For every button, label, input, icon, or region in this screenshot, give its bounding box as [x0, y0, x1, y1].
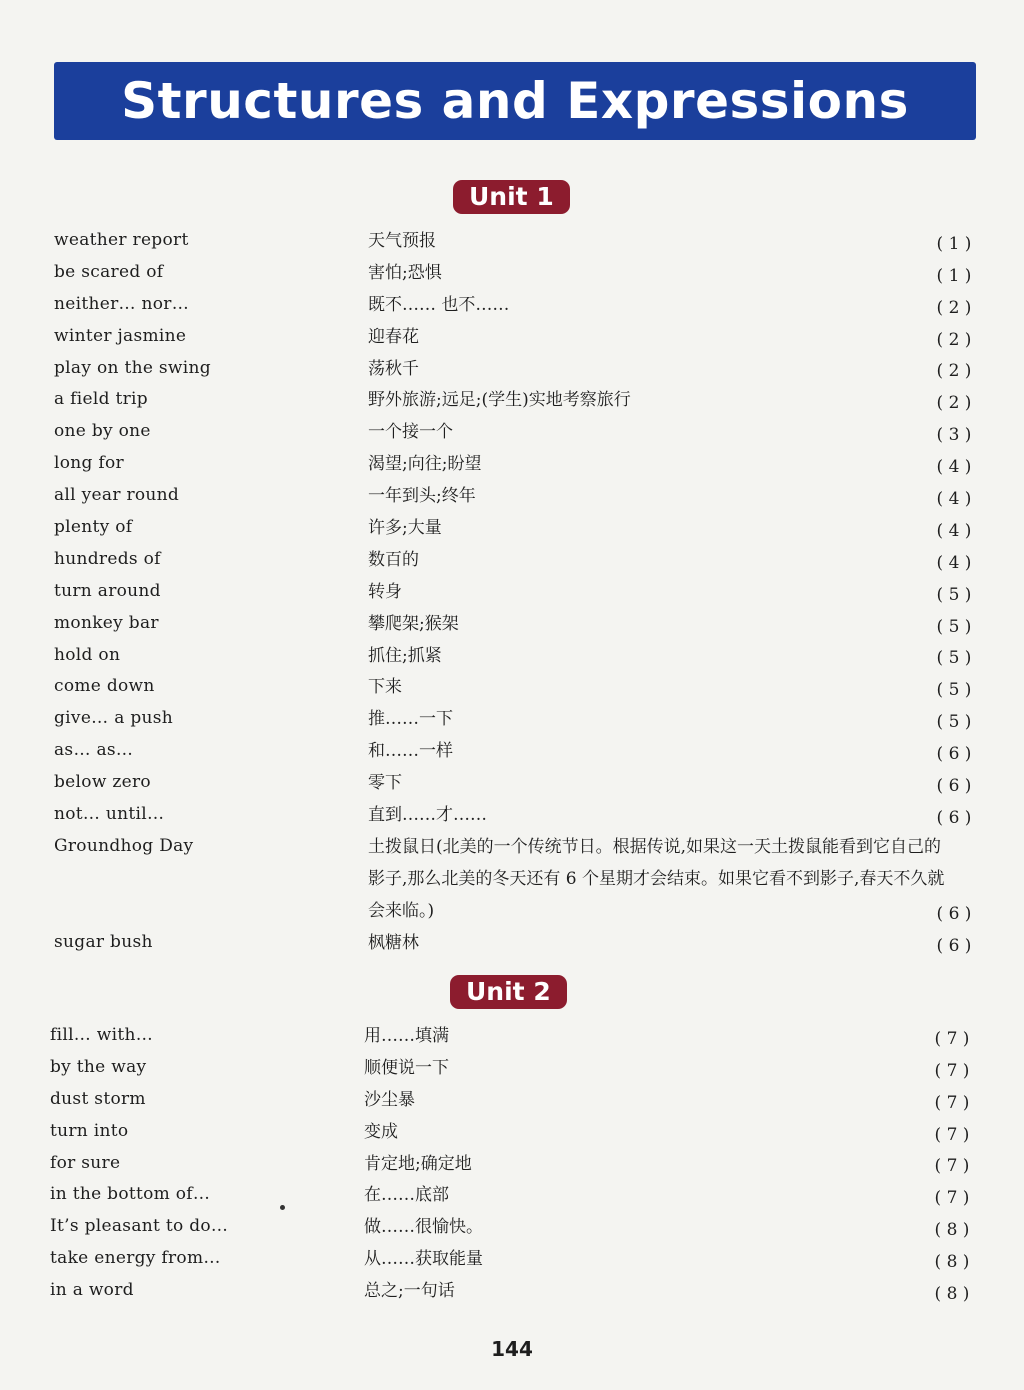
english-phrase: long for — [54, 453, 124, 474]
page-reference: ( 7 ) — [934, 1188, 970, 1209]
chinese-meaning: 一年到头;终年 — [368, 486, 476, 507]
english-phrase: not… until… — [54, 804, 165, 825]
page-reference: ( 4 ) — [936, 552, 972, 573]
page-reference: ( 7 ) — [934, 1060, 970, 1081]
chinese-meaning: 既不…… 也不…… — [368, 294, 510, 315]
page-reference: ( 2 ) — [936, 361, 972, 382]
vocab-entry — [0, 226, 1024, 258]
vocab-entry — [0, 1180, 1024, 1212]
chinese-meaning: 从……获取能量 — [364, 1249, 483, 1270]
page-reference: ( 3 ) — [936, 425, 972, 446]
vocab-entry — [0, 481, 1024, 513]
english-phrase: as… as… — [54, 740, 134, 761]
english-phrase: dust storm — [50, 1088, 146, 1109]
english-phrase: come down — [54, 676, 155, 697]
chinese-meaning: 变成 — [364, 1121, 398, 1142]
english-phrase: a field trip — [54, 389, 148, 410]
page-reference: ( 4 ) — [936, 520, 972, 541]
vocab-entry — [0, 417, 1024, 449]
chinese-meaning: 和……一样 — [368, 741, 453, 762]
page-reference: ( 1 ) — [936, 265, 972, 286]
english-phrase: give… a push — [54, 708, 174, 729]
page-reference: ( 5 ) — [936, 680, 972, 701]
page-reference: ( 6 ) — [936, 903, 972, 924]
chinese-meaning: 攀爬架;猴架 — [368, 613, 459, 634]
english-phrase: by the way — [50, 1056, 147, 1077]
vocab-entry — [0, 641, 1024, 673]
chinese-meaning: 推……一下 — [368, 709, 453, 730]
vocab-entry — [0, 800, 1024, 832]
english-phrase: hundreds of — [54, 548, 161, 569]
english-phrase: for sure — [50, 1152, 121, 1173]
page-reference: ( 6 ) — [936, 744, 972, 765]
chinese-meaning: 直到……才…… — [368, 805, 487, 826]
chinese-meaning: 许多;大量 — [368, 518, 442, 539]
vocab-entry — [0, 1053, 1024, 1085]
unit-2-heading: Unit 2 — [450, 975, 567, 1009]
chinese-meaning: 抓住;抓紧 — [368, 645, 442, 666]
chinese-meaning: 土拨鼠日(北美的一个传统节日。根据传说,如果这一天土拨鼠能看到它自己的影子,那么北美的冬天还有 6 个星期才会结束。如果它看不到影子,春天不久就会来临。) — [368, 836, 945, 921]
chinese-meaning: 肯定地;确定地 — [364, 1153, 472, 1174]
english-phrase: turn into — [50, 1120, 129, 1141]
english-phrase: It’s pleasant to do… — [50, 1216, 229, 1237]
page-reference: ( 5 ) — [936, 616, 972, 637]
english-phrase: be scared of — [54, 261, 164, 282]
page-reference: ( 6 ) — [936, 807, 972, 828]
chinese-meaning: 在……底部 — [364, 1185, 449, 1206]
page-reference: ( 7 ) — [934, 1124, 970, 1145]
page-reference: ( 5 ) — [936, 584, 972, 605]
english-phrase: monkey bar — [54, 612, 159, 633]
page-reference: ( 7 ) — [934, 1092, 970, 1113]
english-phrase: turn around — [54, 580, 161, 601]
chinese-meaning: 荡秋千 — [368, 358, 419, 379]
page-reference: ( 1 ) — [936, 233, 972, 254]
chinese-meaning: 天气预报 — [368, 231, 436, 251]
vocab-entry — [0, 354, 1024, 386]
title-banner — [54, 62, 976, 140]
chinese-meaning: 零下 — [368, 773, 402, 794]
chinese-meaning: 渴望;向往;盼望 — [368, 454, 482, 475]
chinese-meaning: 做……很愉快。 — [364, 1217, 483, 1238]
english-phrase: Groundhog Day — [54, 835, 194, 856]
page-reference: ( 8 ) — [934, 1220, 970, 1241]
page-reference: ( 5 ) — [936, 712, 972, 733]
vocab-entry — [0, 609, 1024, 641]
page-reference: ( 6 ) — [936, 776, 972, 797]
page-reference: ( 2 ) — [936, 329, 972, 350]
vocab-entry — [0, 258, 1024, 290]
vocab-entry — [0, 290, 1024, 322]
page-title: Structures and Expressions — [121, 72, 909, 130]
vocab-entry — [0, 577, 1024, 609]
chinese-meaning: 一个接一个 — [368, 422, 453, 443]
chinese-meaning: 下来 — [368, 677, 402, 698]
vocab-entry — [0, 736, 1024, 768]
page-reference: ( 8 ) — [934, 1284, 970, 1305]
unit-2-vocab-list — [0, 1021, 1024, 1308]
english-phrase: in a word — [50, 1280, 134, 1301]
chinese-meaning: 害怕;恐惧 — [368, 262, 442, 283]
page-reference: ( 7 ) — [934, 1156, 970, 1177]
vocab-entry — [0, 1117, 1024, 1149]
page-number: 144 — [491, 1337, 533, 1361]
english-phrase: one by one — [54, 421, 151, 442]
unit-1-heading: Unit 1 — [453, 180, 570, 214]
page-reference: ( 5 ) — [936, 648, 972, 669]
chinese-meaning: 总之;一句话 — [364, 1281, 455, 1302]
english-phrase: winter jasmine — [54, 325, 187, 346]
chinese-meaning: 沙尘暴 — [364, 1089, 415, 1110]
vocab-entry — [0, 1021, 1024, 1053]
vocab-entry — [0, 449, 1024, 481]
vocab-entry — [0, 385, 1024, 417]
vocab-entry — [0, 1085, 1024, 1117]
chinese-meaning: 迎春花 — [368, 326, 419, 347]
vocab-entry — [0, 672, 1024, 704]
page-reference: ( 4 ) — [936, 457, 972, 478]
english-phrase: all year round — [54, 485, 180, 506]
page-reference: ( 2 ) — [936, 297, 972, 318]
vocab-entry — [0, 513, 1024, 545]
english-phrase: sugar bush — [54, 931, 153, 952]
vocab-entry — [0, 768, 1024, 800]
english-phrase: below zero — [54, 772, 151, 793]
english-phrase: hold on — [54, 644, 121, 665]
page-reference: ( 2 ) — [936, 393, 972, 414]
english-phrase: plenty of — [54, 517, 133, 538]
english-phrase: fill… with… — [50, 1025, 154, 1045]
english-phrase: weather report — [54, 230, 189, 250]
english-phrase: play on the swing — [54, 357, 211, 378]
page-reference: ( 7 ) — [934, 1028, 970, 1049]
vocab-entry — [0, 704, 1024, 736]
english-phrase: neither… nor… — [54, 293, 190, 314]
vocab-entry — [0, 1212, 1024, 1244]
chinese-meaning: 野外旅游;远足;(学生)实地考察旅行 — [368, 390, 631, 411]
vocab-entry — [0, 832, 1024, 928]
page-reference: ( 4 ) — [936, 489, 972, 510]
vocab-entry — [0, 1149, 1024, 1181]
vocab-entry — [0, 322, 1024, 354]
chinese-meaning: 转身 — [368, 581, 402, 602]
decorative-dot — [280, 1205, 285, 1210]
chinese-meaning: 用……填满 — [364, 1026, 449, 1046]
vocab-entry — [0, 545, 1024, 577]
vocab-entry — [0, 928, 1024, 960]
english-phrase: take energy from… — [50, 1248, 221, 1269]
chinese-meaning: 顺便说一下 — [364, 1057, 449, 1078]
unit-1-vocab-list — [0, 226, 1024, 960]
chinese-meaning: 枫糖林 — [368, 932, 419, 953]
page-reference: ( 8 ) — [934, 1252, 970, 1273]
chinese-meaning: 数百的 — [368, 549, 419, 570]
english-phrase: in the bottom of… — [50, 1184, 211, 1205]
page-reference: ( 6 ) — [936, 935, 972, 956]
vocab-entry — [0, 1244, 1024, 1276]
vocab-entry — [0, 1276, 1024, 1308]
